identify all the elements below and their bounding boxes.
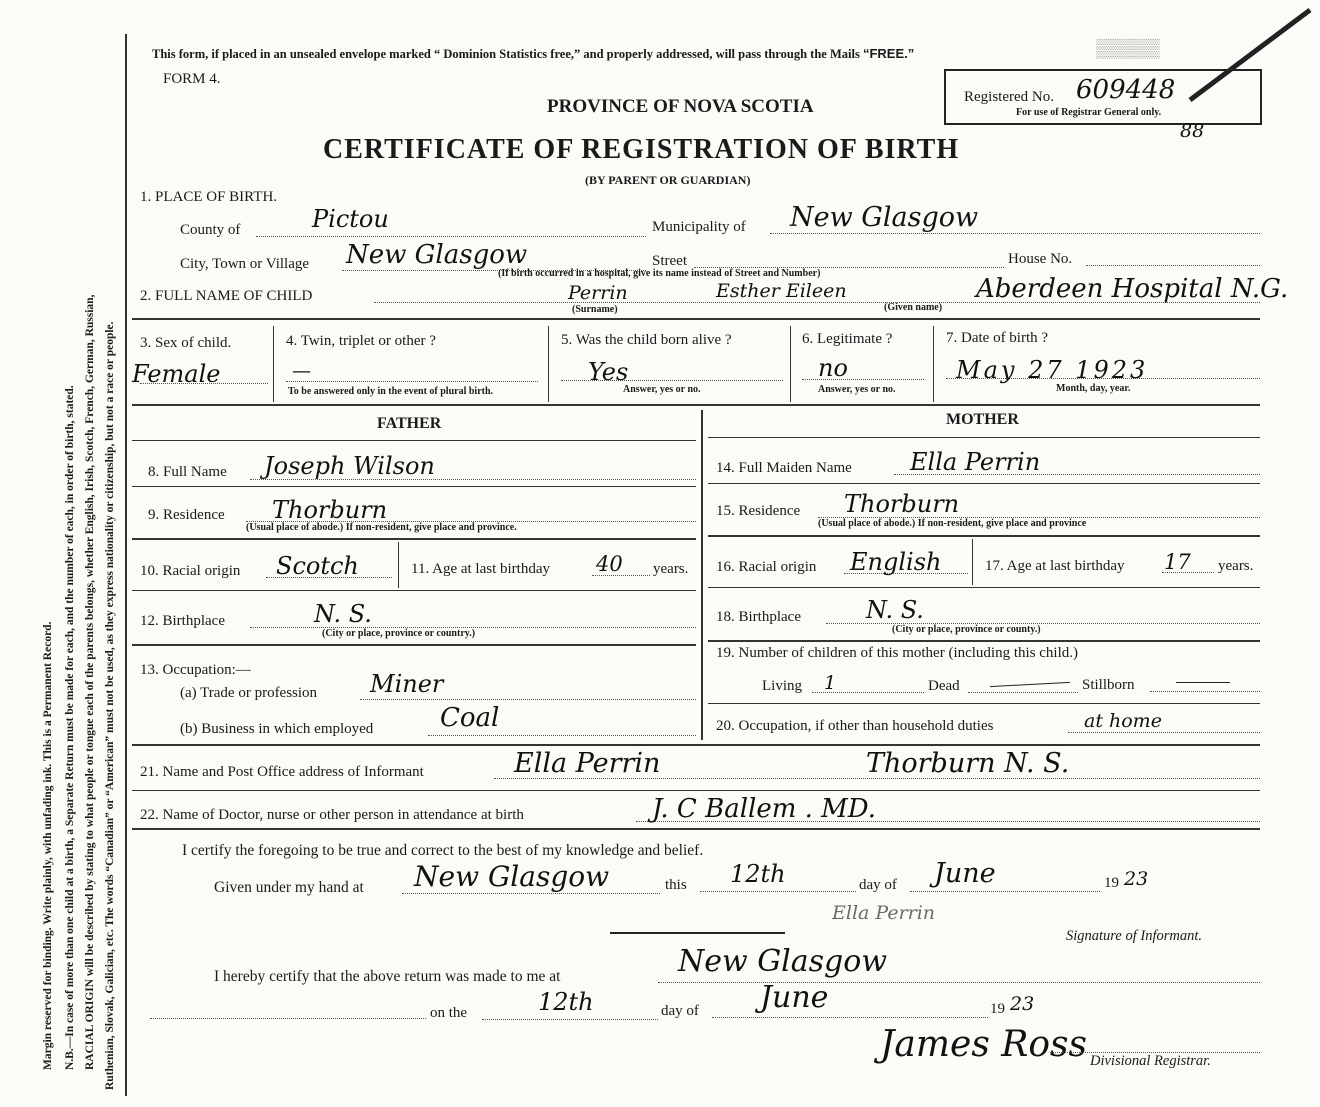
hospital-note: (If birth occurred in a hospital, give its name instead of Street and Number) <box>498 268 821 279</box>
margin-line-2: N.B.—In case of more than one child at a birth, a Separate Return must be made for each, and the number of each, in order of birth, stated. <box>64 385 76 1070</box>
informant-name-value: Ella Perrin <box>514 748 661 779</box>
divider <box>610 932 785 934</box>
mother-heading: MOTHER <box>946 411 1019 428</box>
margin-rule <box>125 34 127 1096</box>
hospital-value: Aberdeen Hospital N.G. <box>976 274 1289 304</box>
place-of-birth-label: 1. PLACE OF BIRTH. <box>140 189 278 205</box>
divider <box>972 539 973 585</box>
on-the-label: on the <box>430 1005 468 1021</box>
mother-race-label: 16. Racial origin <box>716 559 817 575</box>
divider <box>708 640 1260 642</box>
registrar-day-value: 12th <box>538 988 594 1016</box>
day-line <box>700 891 856 892</box>
divider <box>132 538 696 540</box>
informant-signature-label: Signature of Informant. <box>1066 928 1203 944</box>
father-birthplace-note: (City or place, province or country.) <box>322 628 476 639</box>
month-line <box>910 891 1100 892</box>
divider <box>708 483 1260 484</box>
dead-label: Dead <box>928 678 960 694</box>
twin-line <box>286 381 538 382</box>
given-under-label: Given under my hand at <box>214 879 364 896</box>
divider <box>132 828 1260 830</box>
surname-caption: (Surname) <box>572 304 618 315</box>
registrar-place-value: New Glasgow <box>678 944 888 979</box>
father-birthplace-label: 12. Birthplace <box>140 613 225 629</box>
mail-notice <box>152 46 914 62</box>
given-place-value: New Glasgow <box>414 860 610 893</box>
divider <box>132 590 696 591</box>
margin-line-4: Ruthenian, Slovak, Galician, etc. The words “Canadian” or “American” must not be used, as they express nationality or citizenship, but not a race or people. <box>104 321 116 1090</box>
city-label: City, Town or Village <box>180 256 310 272</box>
mother-children-label: 19. Number of children of this mother (including this child.) <box>716 645 1079 661</box>
mother-residence-label: 15. Residence <box>716 503 801 519</box>
living-value: 1 <box>824 672 837 694</box>
registered-number: 609448 <box>1076 75 1176 105</box>
registrar-place-line <box>658 982 1260 983</box>
registrar-month-line <box>712 1017 988 1018</box>
divider <box>132 486 696 487</box>
mother-occupation-value: at home <box>1084 710 1162 732</box>
divider <box>701 410 703 740</box>
mail-notice-text: This form, if placed in an unsealed envelope marked “ Dominion Statistics free,” and properly addressed, will pass through the Mails <box>152 47 860 61</box>
legitimate-note: Answer, yes or no. <box>818 384 896 395</box>
informant-label: 21. Name and Post Office address of Informant <box>140 764 424 780</box>
divider <box>398 542 399 588</box>
divider <box>708 535 1260 537</box>
registrar-month-value: June <box>760 980 829 1015</box>
dob-value: May 27 1923 <box>956 356 1149 384</box>
this-label: this <box>665 877 687 893</box>
dob-label: 7. Date of birth ? <box>946 330 1049 346</box>
divider <box>273 326 274 402</box>
divider <box>132 404 1260 406</box>
margin-line-3: RACIAL ORIGIN will be described by stating to what people or tongue each of the parents belongs, whether English, Irish, Scotch, French, German, Russian, <box>84 294 96 1070</box>
twin-label: 4. Twin, triplet or other ? <box>286 333 436 349</box>
mother-birthplace-label: 18. Birthplace <box>716 609 801 625</box>
living-label: Living <box>762 678 802 694</box>
father-trade-value: Miner <box>370 670 444 698</box>
divider <box>132 440 696 441</box>
twin-value: — <box>292 360 311 382</box>
dead-line <box>968 692 1078 693</box>
mother-age-value: 17 <box>1164 550 1191 574</box>
certify-month-value: June <box>934 858 996 889</box>
house-number-label: House No. <box>1008 251 1073 267</box>
house-number-line <box>1086 265 1260 266</box>
mother-race-value: English <box>850 548 942 576</box>
divider <box>132 644 696 646</box>
father-age-label: 11. Age at last birthday <box>411 561 550 577</box>
registrar-day-of-label: day of <box>661 1003 699 1019</box>
child-surname-value: Perrin <box>568 282 628 304</box>
divider <box>708 437 1260 438</box>
mother-age-unit: years. <box>1218 558 1254 574</box>
father-trade-line <box>360 699 696 700</box>
father-business-label: (b) Business in which employed <box>180 721 374 737</box>
sex-value: Female <box>132 360 221 388</box>
mail-notice-free: “FREE.” <box>862 46 915 61</box>
alive-label: 5. Was the child born alive ? <box>561 332 732 348</box>
certify-day-value: 12th <box>730 860 786 888</box>
certify-statement: I certify the foregoing to be true and correct to the best of my knowledge and belief. <box>182 842 704 859</box>
mother-occupation-label: 20. Occupation, if other than household duties <box>716 718 994 734</box>
certify-year-value: 23 <box>1124 868 1149 890</box>
given-name-caption: (Given name) <box>884 302 943 313</box>
mother-name-label: 14. Full Maiden Name <box>716 460 852 476</box>
mother-residence-note: (Usual place of abode.) If non-resident, give place and province <box>818 518 1087 529</box>
father-name-value: Joseph Wilson <box>264 452 435 480</box>
divider <box>708 587 1260 588</box>
legitimate-label: 6. Legitimate ? <box>802 331 893 347</box>
stillborn-dash <box>1176 682 1230 683</box>
sex-label: 3. Sex of child. <box>140 335 232 351</box>
page-subtitle: (BY PARENT OR GUARDIAN) <box>585 173 751 187</box>
county-value: Pictou <box>312 205 389 233</box>
county-line <box>256 236 646 237</box>
father-residence-label: 9. Residence <box>148 507 225 523</box>
registered-label: Registered No. <box>964 89 1054 105</box>
divider <box>708 703 1260 704</box>
divider <box>790 326 791 402</box>
doctor-label: 22. Name of Doctor, nurse or other person in attendance at birth <box>140 807 524 823</box>
child-name-label: 2. FULL NAME OF CHILD <box>140 288 313 304</box>
county-label: County of <box>180 222 241 238</box>
margin-line-1: Margin reserved for binding. Write plainly, with unfading ink. This is a Permanent Record. <box>42 621 54 1070</box>
divider <box>132 744 1260 746</box>
mother-name-value: Ella Perrin <box>910 448 1041 476</box>
father-business-value: Coal <box>440 703 500 733</box>
mother-age-label: 17. Age at last birthday <box>985 558 1125 574</box>
municipality-value: New Glasgow <box>790 202 979 233</box>
divider <box>132 790 1260 791</box>
city-value: New Glasgow <box>346 240 528 270</box>
dead-dash <box>990 682 1070 687</box>
registrar-signature-label: Divisional Registrar. <box>1090 1053 1211 1069</box>
father-name-label: 8. Full Name <box>148 464 227 480</box>
father-heading: FATHER <box>377 415 442 432</box>
faded-stamp: ▒▒▒▒▒ <box>1096 38 1160 58</box>
stillborn-label: Stillborn <box>1082 677 1135 693</box>
father-trade-label: (a) Trade or profession <box>180 685 318 701</box>
father-occupation-label: 13. Occupation:— <box>140 662 251 678</box>
given-place-line <box>402 893 660 894</box>
father-age-value: 40 <box>596 552 623 576</box>
father-residence-value: Thorburn <box>272 496 388 524</box>
informant-signature: Ella Perrin <box>832 902 936 924</box>
mother-birthplace-note: (City or place, province or county.) <box>892 624 1041 635</box>
registrar-year-prefix: 19 <box>990 1001 1005 1017</box>
father-business-line <box>428 735 696 736</box>
registrar-year-value: 23 <box>1010 993 1035 1015</box>
municipality-label: Municipality of <box>652 219 746 235</box>
page-title: CERTIFICATE OF REGISTRATION OF BIRTH <box>323 134 960 165</box>
father-age-unit: years. <box>653 561 689 577</box>
divider <box>132 318 1260 320</box>
informant-address-value: Thorburn N. S. <box>866 748 1070 779</box>
dob-note: Month, day, year. <box>1056 383 1131 394</box>
mother-residence-value: Thorburn <box>844 490 960 518</box>
child-given-value: Esther Eileen <box>716 280 847 302</box>
pen-stroke-icon <box>1180 0 1320 110</box>
registrar-note: For use of Registrar General only. <box>1016 107 1162 118</box>
stillborn-line <box>1150 691 1260 692</box>
twin-note: To be answered only in the event of plural birth. <box>288 386 494 397</box>
legitimate-value: no <box>818 354 848 382</box>
doctor-value: J. C Ballem . MD. <box>652 794 876 824</box>
alive-value: Yes <box>588 358 629 386</box>
father-race-value: Scotch <box>276 552 359 580</box>
mother-occupation-line <box>1068 732 1260 733</box>
province-heading: PROVINCE OF NOVA SCOTIA <box>547 96 814 117</box>
day-of-label: day of <box>859 877 897 893</box>
father-race-label: 10. Racial origin <box>140 563 241 579</box>
year-prefix: 19 <box>1104 875 1119 891</box>
alive-note: Answer, yes or no. <box>623 384 701 395</box>
municipality-line <box>770 233 1260 234</box>
registrar-statement: I hereby certify that the above return was made to me at <box>214 968 561 985</box>
corner-mark: 88 <box>1180 120 1205 142</box>
registrar-lead-line <box>150 1018 426 1019</box>
registrar-signature: James Ross <box>880 1024 1087 1065</box>
father-residence-note: (Usual place of abode.) If non-resident, give place and province. <box>246 522 517 533</box>
registrar-day-line <box>482 1019 658 1020</box>
divider <box>933 326 934 402</box>
street-label: Street <box>652 253 687 269</box>
divider <box>548 326 549 402</box>
father-birthplace-value: N. S. <box>314 600 372 628</box>
form-number: FORM 4. <box>163 71 221 87</box>
mother-birthplace-value: N. S. <box>866 596 924 624</box>
